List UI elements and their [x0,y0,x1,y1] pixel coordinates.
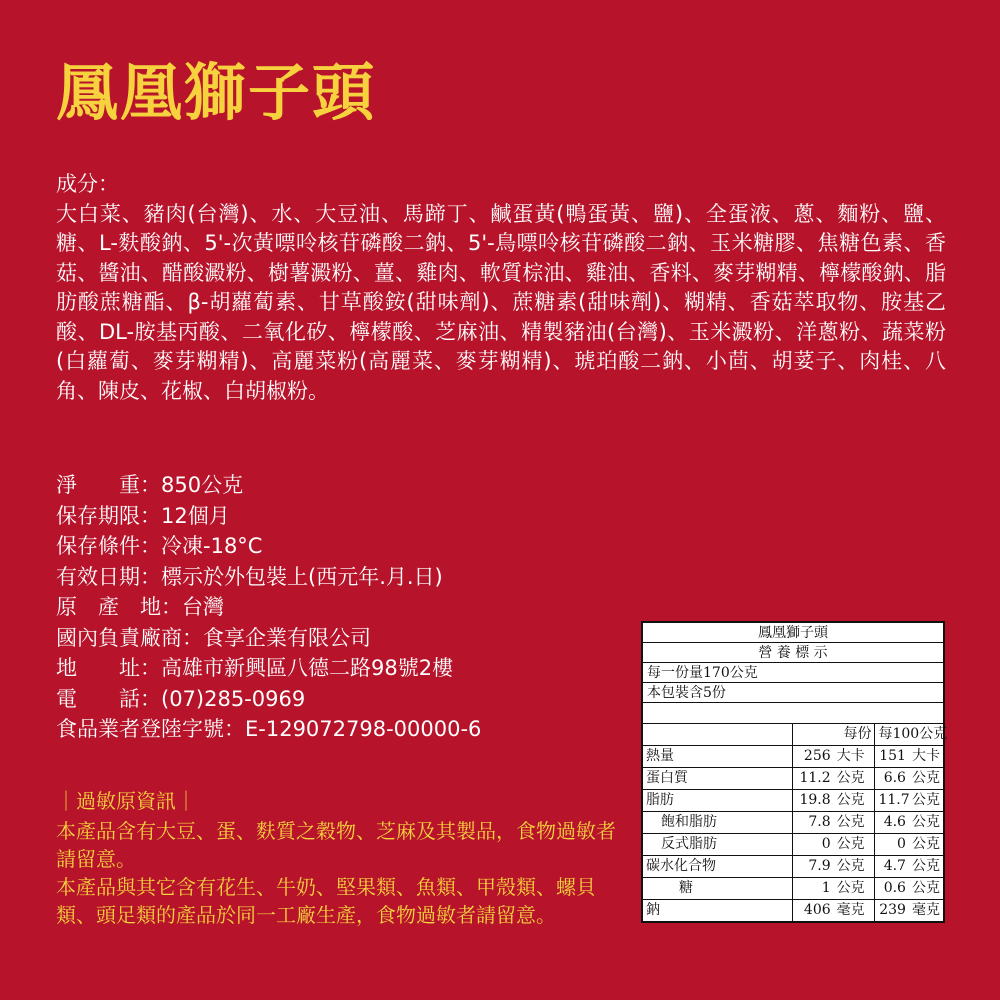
unit-per-serving: 公克 [834,834,875,856]
ingredients-heading: 成分： [56,172,119,196]
info-value: E-129072798-00000-6 [245,717,482,741]
value-per-serving: 1 [792,878,833,900]
value-per-100g: 11.7 [875,790,909,812]
value-per-100g: 4.7 [875,856,909,878]
table-row [643,834,943,856]
unit-per-serving: 毫克 [834,900,875,922]
value-per-100g: 151 [875,746,909,768]
value-per-serving: 11.2 [792,768,833,790]
info-value: 850公克 [161,473,244,497]
column-header-per-serving: 每份 [792,724,875,746]
info-manufacturer [56,623,596,654]
value-per-100g: 0 [875,834,909,856]
nutrition-spacer [643,703,943,723]
nutrient-name: 熱量 [643,746,792,768]
table-row [643,856,943,878]
info-storage [56,531,596,562]
unit-per-serving: 公克 [834,878,875,900]
nutrient-name: 蛋白質 [643,768,792,790]
unit-per-100g: 公克 [909,856,943,878]
value-per-serving: 0 [792,834,833,856]
table-row [643,768,943,790]
nutrient-name: 脂肪 [643,790,792,812]
value-per-serving: 256 [792,746,833,768]
unit-per-100g: 毫克 [909,900,943,922]
info-address [56,653,596,684]
unit-per-100g: 公克 [909,878,943,900]
unit-per-100g: 公克 [909,768,943,790]
info-net-weight [56,470,596,501]
info-phone [56,684,596,715]
info-label: 淨 重： [56,473,161,497]
allergen-section [56,787,616,929]
info-label: 國內負責廠商： [56,625,203,650]
info-origin [56,592,596,623]
nutrition-heading: 營 養 標 示 [643,643,943,663]
value-per-serving: 7.9 [792,856,833,878]
nutrient-name: 碳水化合物 [643,856,792,878]
product-info [56,470,596,745]
column-header-per-100g: 每100公克 [875,724,943,746]
table-row [643,878,943,900]
nutrient-name: 飽和脂肪 [643,812,792,834]
info-label: 原 產 地： [56,595,182,619]
value-per-serving: 406 [792,900,833,922]
info-value: 12個月 [161,503,230,528]
nutrient-name: 糖 [643,878,792,900]
info-label: 電 話： [56,686,161,711]
unit-per-100g: 公克 [909,790,943,812]
info-label: 有效日期： [56,564,161,589]
unit-per-100g: 公克 [909,834,943,856]
product-title: 鳳凰獅子頭 [56,56,377,129]
ingredients-section [56,170,946,406]
unit-per-serving: 公克 [834,856,875,878]
table-row [643,790,943,812]
value-per-100g: 6.6 [875,768,909,790]
nutrition-header-row [643,724,943,746]
value-per-100g: 239 [875,900,909,922]
value-per-serving: 19.8 [792,790,833,812]
info-value: 冷凍-18°C [161,534,263,558]
value-per-serving: 7.8 [792,812,833,834]
unit-per-100g: 大卡 [909,746,943,768]
nutrient-name: 鈉 [643,900,792,922]
unit-per-100g: 公克 [909,812,943,834]
table-cell [643,724,792,746]
unit-per-serving: 大卡 [834,746,875,768]
ingredients-text: 大白菜、豬肉(台灣)、水、大豆油、馬蹄丁、鹹蛋黃(鴨蛋黃、鹽)、全蛋液、蔥、麵粉、鹽、糖、L-麩酸鈉、5'-次黃嘌呤核苷磷酸二鈉、5'-鳥嘌呤核苷磷酸二鈉、玉米糖膠、焦糖色素、香菇、醬油、醋酸澱粉、樹薯澱粉、薑、雞肉、軟質棕油、雞油、香料、麥芽糊精、檸檬酸鈉、脂肪酸蔗糖酯、β-胡蘿蔔素、甘草酸銨(甜味劑)、蔗糖素(甜味劑)、糊精、香菇萃取物、胺基乙酸、DL-胺基丙酸、二氧化矽、檸檬酸、芝麻油、精製豬油(台灣)、玉米澱粉、洋蔥粉、蔬菜粉(白蘿蔔、麥芽糊精)、高麗菜粉(高麗菜、麥芽糊精)、琥珀酸二鈉、小茴、胡荽子、肉桂、八角、陳皮、花椒、白胡椒粉。 [56,201,946,403]
value-per-100g: 0.6 [875,878,909,900]
info-shelf-life [56,501,596,532]
unit-per-serving: 公克 [834,812,875,834]
info-value: 食享企業有限公司 [203,625,371,650]
unit-per-serving: 公克 [834,790,875,812]
allergen-paragraph: 本產品與其它含有花生、牛奶、堅果類、魚類、甲殼類、螺貝類、頭足類的產品於同一工廠生產，食物過敏者請留意。 [56,875,596,927]
info-label: 保存期限： [56,503,161,528]
info-label: 地 址： [56,656,161,680]
info-label: 食品業者登陸字號： [56,717,245,741]
table-row [643,746,943,768]
nutrient-name: 反式脂肪 [643,834,792,856]
info-expiry [56,562,596,593]
info-value: 高雄市新興區八德二路98號2樓 [161,656,454,680]
nutrition-product-name: 鳳凰獅子頭 [643,623,943,643]
allergen-paragraph: 本產品含有大豆、蛋、麩質之穀物、芝麻及其製品，食物過敏者請留意。 [56,819,616,871]
info-value: (07)285-0969 [161,686,306,711]
nutrition-table [643,723,948,921]
allergen-title: ｜過敏原資訊｜ [56,789,196,813]
value-per-100g: 4.6 [875,812,909,834]
unit-per-serving: 公克 [834,768,875,790]
table-row [643,900,943,922]
info-value: 台灣 [182,595,224,619]
table-row [643,812,943,834]
servings-per-package: 本包裝含5份 [643,683,943,703]
info-value: 標示於外包裝上(西元年.月.日) [161,564,443,589]
info-registration [56,714,596,745]
info-label: 保存條件： [56,534,161,558]
serving-size: 每一份量170公克 [643,663,943,683]
nutrition-label [641,621,948,923]
